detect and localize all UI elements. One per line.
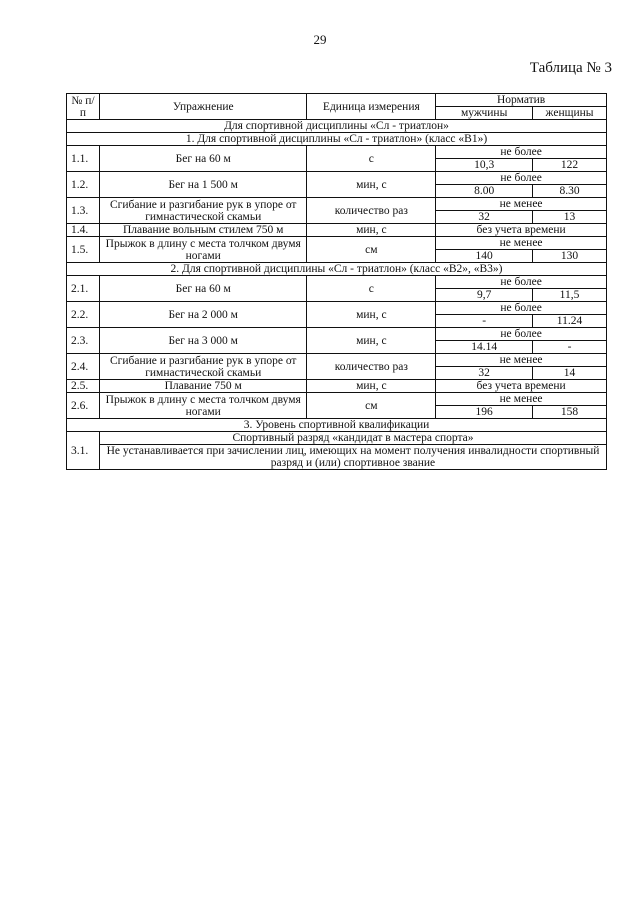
table-row [67, 380, 607, 393]
row-num: 2.3. [67, 328, 100, 354]
row-merged-value: без учета времени [436, 224, 607, 237]
section-1-title: 1. Для спортивной дисциплины «Сл - триатлон» (класс «В1») [67, 133, 607, 146]
row-men-value: 196 [436, 406, 533, 419]
table-row [67, 146, 607, 159]
row-condition: не более [436, 276, 607, 289]
table-row [67, 224, 607, 237]
row-exercise: Бег на 2 000 м [99, 302, 307, 328]
header-unit: Единица измерения [307, 94, 436, 120]
table-row [67, 198, 607, 211]
row-condition: не более [436, 302, 607, 315]
row-exercise: Плавание вольным стилем 750 м [99, 224, 307, 237]
header-exercise: Упражнение [99, 94, 307, 120]
row-unit: количество раз [307, 354, 436, 380]
header-men: мужчины [436, 107, 533, 120]
row-exercise: Бег на 60 м [99, 146, 307, 172]
row-unit: с [307, 146, 436, 172]
row-men-value: 9,7 [436, 289, 533, 302]
row-num: 1.4. [67, 224, 100, 237]
row-unit: с [307, 276, 436, 302]
table-row [67, 354, 607, 367]
row-num: 1.1. [67, 146, 100, 172]
row-num: 3.1. [67, 432, 100, 470]
row-unit: мин, с [307, 224, 436, 237]
row-men-value: 140 [436, 250, 533, 263]
row-unit: мин, с [307, 172, 436, 198]
row-condition: не менее [436, 354, 607, 367]
row-women-value: 13 [533, 211, 607, 224]
row-num: 1.2. [67, 172, 100, 198]
qualification-text: Не устанавливается при зачислении лиц, имеющих на момент получения инвалидности спортивный разряд и (или) спортивное звание [99, 445, 606, 470]
table-row [67, 328, 607, 341]
header-women: женщины [533, 107, 607, 120]
row-unit: количество раз [307, 198, 436, 224]
row-women-value: 11.24 [533, 315, 607, 328]
row-exercise: Бег на 1 500 м [99, 172, 307, 198]
row-men-value: 8.00 [436, 185, 533, 198]
header-norm: Норматив [436, 94, 607, 107]
row-num: 2.5. [67, 380, 100, 393]
row-women-value: 11,5 [533, 289, 607, 302]
table-row [67, 302, 607, 315]
table-row [67, 432, 607, 445]
row-exercise: Плавание 750 м [99, 380, 307, 393]
row-condition: не более [436, 172, 607, 185]
row-condition: не более [436, 146, 607, 159]
row-num: 2.4. [67, 354, 100, 380]
row-women-value: 14 [533, 367, 607, 380]
section-2-title: 2. Для спортивной дисциплины «Сл - триатлон» (класс «В2», «В3») [67, 263, 607, 276]
discipline-title-row [67, 120, 607, 133]
row-exercise: Сгибание и разгибание рук в упоре от гимнастической скамьи [99, 354, 307, 380]
qualification-category: Спортивный разряд «кандидат в мастера спорта» [99, 432, 606, 445]
row-women-value: 122 [533, 159, 607, 172]
row-num: 1.5. [67, 237, 100, 263]
row-women-value: 8.30 [533, 185, 607, 198]
row-men-value: 14.14 [436, 341, 533, 354]
row-exercise: Прыжок в длину с места толчком двумя ногами [99, 237, 307, 263]
row-condition: не более [436, 328, 607, 341]
section-title-row [67, 263, 607, 276]
table-row [67, 172, 607, 185]
row-men-value: 32 [436, 367, 533, 380]
header-row [67, 94, 607, 107]
row-num: 2.6. [67, 393, 100, 419]
row-condition: не менее [436, 393, 607, 406]
row-exercise: Бег на 60 м [99, 276, 307, 302]
row-unit: мин, с [307, 328, 436, 354]
header-num: № п/п [67, 94, 100, 120]
row-women-value: 130 [533, 250, 607, 263]
section-3-title: 3. Уровень спортивной квалификации [67, 419, 607, 432]
table-row [67, 393, 607, 406]
page-number: 29 [313, 32, 327, 47]
row-unit: мин, с [307, 380, 436, 393]
row-unit: см [307, 237, 436, 263]
row-merged-value: без учета времени [436, 380, 607, 393]
table-caption: Таблица № 3 [529, 60, 612, 76]
row-men-value: 32 [436, 211, 533, 224]
row-num: 2.2. [67, 302, 100, 328]
row-men-value: 10,3 [436, 159, 533, 172]
row-unit: мин, с [307, 302, 436, 328]
row-exercise: Бег на 3 000 м [99, 328, 307, 354]
table-row [67, 276, 607, 289]
section-title-row [67, 133, 607, 146]
row-men-value: - [436, 315, 533, 328]
row-condition: не менее [436, 198, 607, 211]
row-exercise: Сгибание и разгибание рук в упоре от гимнастической скамьи [99, 198, 307, 224]
table-row-values [67, 445, 607, 470]
row-exercise: Прыжок в длину с места толчком двумя ногами [99, 393, 307, 419]
discipline-title: Для спортивной дисциплины «Сл - триатлон» [67, 120, 607, 133]
row-women-value: - [533, 341, 607, 354]
row-unit: см [307, 393, 436, 419]
row-num: 2.1. [67, 276, 100, 302]
row-condition: не менее [436, 237, 607, 250]
norms-table [66, 93, 607, 470]
section-title-row [67, 419, 607, 432]
table-row [67, 237, 607, 250]
row-num: 1.3. [67, 198, 100, 224]
row-women-value: 158 [533, 406, 607, 419]
